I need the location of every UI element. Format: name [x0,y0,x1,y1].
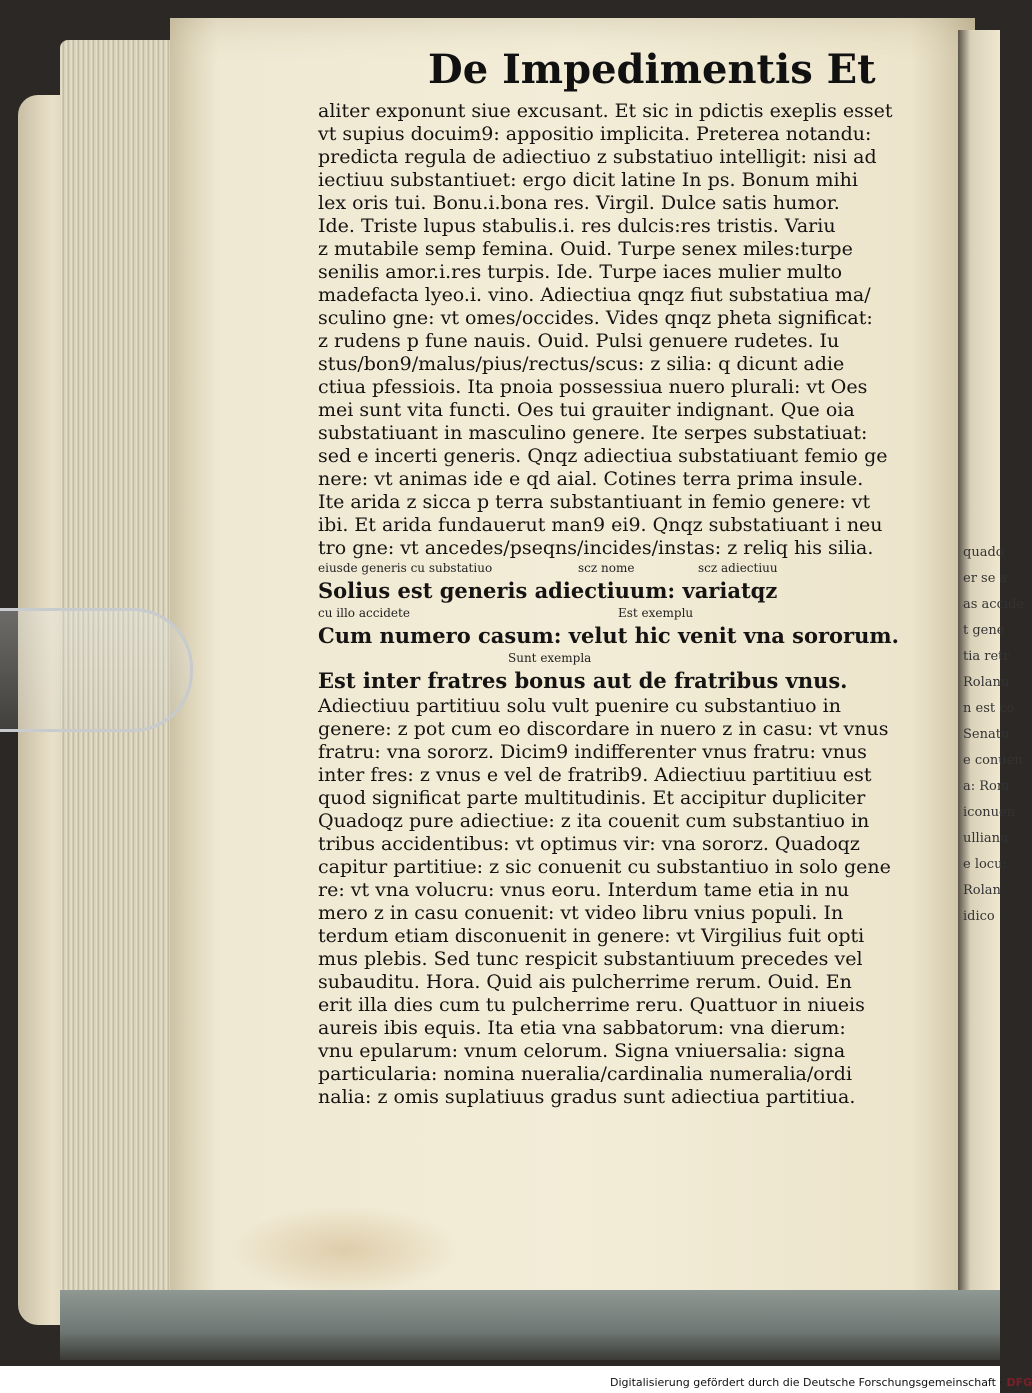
facing-fragment: Rolan [963,883,1001,898]
text-line: capitur partitiue: z sic conuenit cu substantiuo in solo gene [318,856,891,878]
facing-fragment: a: Rom [963,779,1010,794]
text-line: vt supius docuim9: appositio implicita. Preterea notandu: [318,123,872,145]
facing-fragment: n est co [963,701,1015,716]
facing-fragment: ullianu [963,831,1009,846]
text-line: quod significat parte multitudinis. Et accipitur dupliciter [318,787,866,809]
verse-line-1: Solius est generis adiectiuum: variatqz [318,578,778,603]
text-line: predicta regula de adiectiuo z substatiuo intelligit: nisi ad [318,146,877,168]
text-line: ibi. Et arida fundauerut man9 ei9. Qnqz substatiuant i neu [318,514,883,536]
interlinear-gloss-1 [318,560,938,577]
facing-fragment: tia retr [963,649,1010,664]
interlinear-gloss-2 [318,605,938,622]
facing-fragment: e locu: [963,857,1007,872]
text-line: stus/bon9/malus/pius/rectus/scus: z silia: q dicunt adie [318,353,845,375]
text-line: sed e incerti generis. Qnqz adiectiua substatiuant femio ge [318,445,888,467]
gloss-2-right: Est exemplu [618,606,694,620]
text-line: tribus accidentibus: vt optimus vir: vna sororz. Quadoqz [318,833,860,855]
gloss-1-mid: scz nome [578,561,635,575]
facing-fragment: quado [963,545,1004,560]
gloss-1-right: scz adiectiuu [698,561,778,575]
text-line: re: vt vna volucru: vnus eoru. Interdum tame etia in nu [318,879,850,901]
facing-fragment: Senatu [963,727,1010,742]
text-line: mei sunt vita functi. Oes tui grauiter indignant. Que oia [318,399,855,421]
facing-fragment: e conuen [963,753,1023,768]
facing-fragment: t gene [963,623,1005,638]
facing-fragment: iconuen [963,805,1016,820]
water-stain [230,1205,460,1295]
scan-clip [0,600,210,740]
facing-fragment: idico [963,909,995,924]
text-line: senilis amor.i.res turpis. Ide. Turpe iaces mulier multo [318,261,843,283]
footer-credit: Digitalisierung gefördert durch die Deutsche Forschungsgemeinschaft · DFG [610,1376,1032,1389]
text-line: subauditu. Hora. Quid ais pulcherrime rerum. Ouid. En [318,971,852,993]
verse-line-3: Est inter fratres bonus aut de fratribus vnus. [318,668,848,693]
text-line: iectiuu substantiuet: ergo dicit latine In ps. Bonum mihi [318,169,858,191]
text-line: nere: vt animas ide e qd aial. Cotines terra prima insule. [318,468,864,490]
dfg-logo: DFG [1006,1376,1032,1389]
text-line: particularia: nomina nueralia/cardinalia numeralia/ordi [318,1063,853,1085]
text-line: erit illa dies cum tu pulcherrime reru. Quattuor in niueis [318,994,865,1016]
text-line: vnu epularum: vnum celorum. Signa vniuersalia: signa [318,1040,846,1062]
credit-text: Digitalisierung gefördert durch die Deutsche Forschungsgemeinschaft [610,1376,996,1389]
text-line: aureis ibis equis. Ita etia vna sabbatorum: vna dierum: [318,1017,846,1039]
text-line: madefacta lyeo.i. vino. Adiectiua qnqz fiut substatiua ma/ [318,284,871,306]
text-line: mero z in casu conuenit: vt video libru vnius populi. In [318,902,844,924]
gloss-3: Sunt exempla [508,651,592,665]
text-line: Adiectiuu partitiuu solu vult puenire cu substantiuo in [318,695,841,717]
facing-fragment: er se a [963,571,1008,586]
text-line: z mutabile semp femina. Ouid. Turpe senex miles:turpe [318,238,853,260]
text-line: fratru: vna sororz. Dicim9 indifferenter vnus fratru: vnus [318,741,867,763]
facing-fragment: as accide [963,597,1025,612]
running-head: De Impedimentis Et [428,46,876,93]
page-block-bottom [60,1290,1000,1360]
text-line: genere: z pot cum eo discordare in nuero z in casu: vt vnus [318,718,889,740]
text-block-a [318,100,938,560]
page-body [318,100,938,1160]
text-line: aliter exponunt siue excusant. Et sic in pdictis exeplis esset [318,100,893,122]
text-line: tro gne: vt ancedes/pseqns/incides/instas: z reliq his silia. [318,537,874,559]
text-line: ctiua pfessiois. Ita pnoia possessiua nuero plurali: vt Oes [318,376,868,398]
facing-fragment: Rolanu [963,675,1010,690]
gloss-1-left: eiusde generis cu substatiuo [318,561,493,575]
text-line: terdum etiam disconuenit in genere: vt Virgilius fuit opti [318,925,865,947]
verse-line-2: Cum numero casum: velut hic venit vna sororum. [318,623,899,648]
facing-page-text [963,540,1025,1160]
text-line: nalia: z omis suplatiuus gradus sunt adiectiua partitiua. [318,1086,856,1108]
text-line: substatiuant in masculino genere. Ite serpes substatiuat: [318,422,868,444]
text-line: z rudens p fune nauis. Ouid. Pulsi genuere rudetes. Iu [318,330,840,352]
text-line: inter fres: z vnus e vel de fratrib9. Adiectiuu partitiuu est [318,764,872,786]
text-line: Ite arida z sicca p terra substantiuant in femio genere: vt [318,491,871,513]
text-block-b [318,695,938,1109]
text-line: sculino gne: vt omes/occides. Vides qnqz pheta significat: [318,307,873,329]
interlinear-gloss-3 [318,650,938,667]
gloss-2-left: cu illo accidete [318,606,410,620]
text-line: lex oris tui. Bonu.i.bona res. Virgil. Dulce satis humor. [318,192,840,214]
text-line: mus plebis. Sed tunc respicit substantiuum precedes vel [318,948,863,970]
text-line: Quadoqz pure adiectiue: z ita couenit cum substantiuo in [318,810,870,832]
glass-clip-shape [0,608,193,732]
text-line: Ide. Triste lupus stabulis.i. res dulcis:res tristis. Variu [318,215,836,237]
